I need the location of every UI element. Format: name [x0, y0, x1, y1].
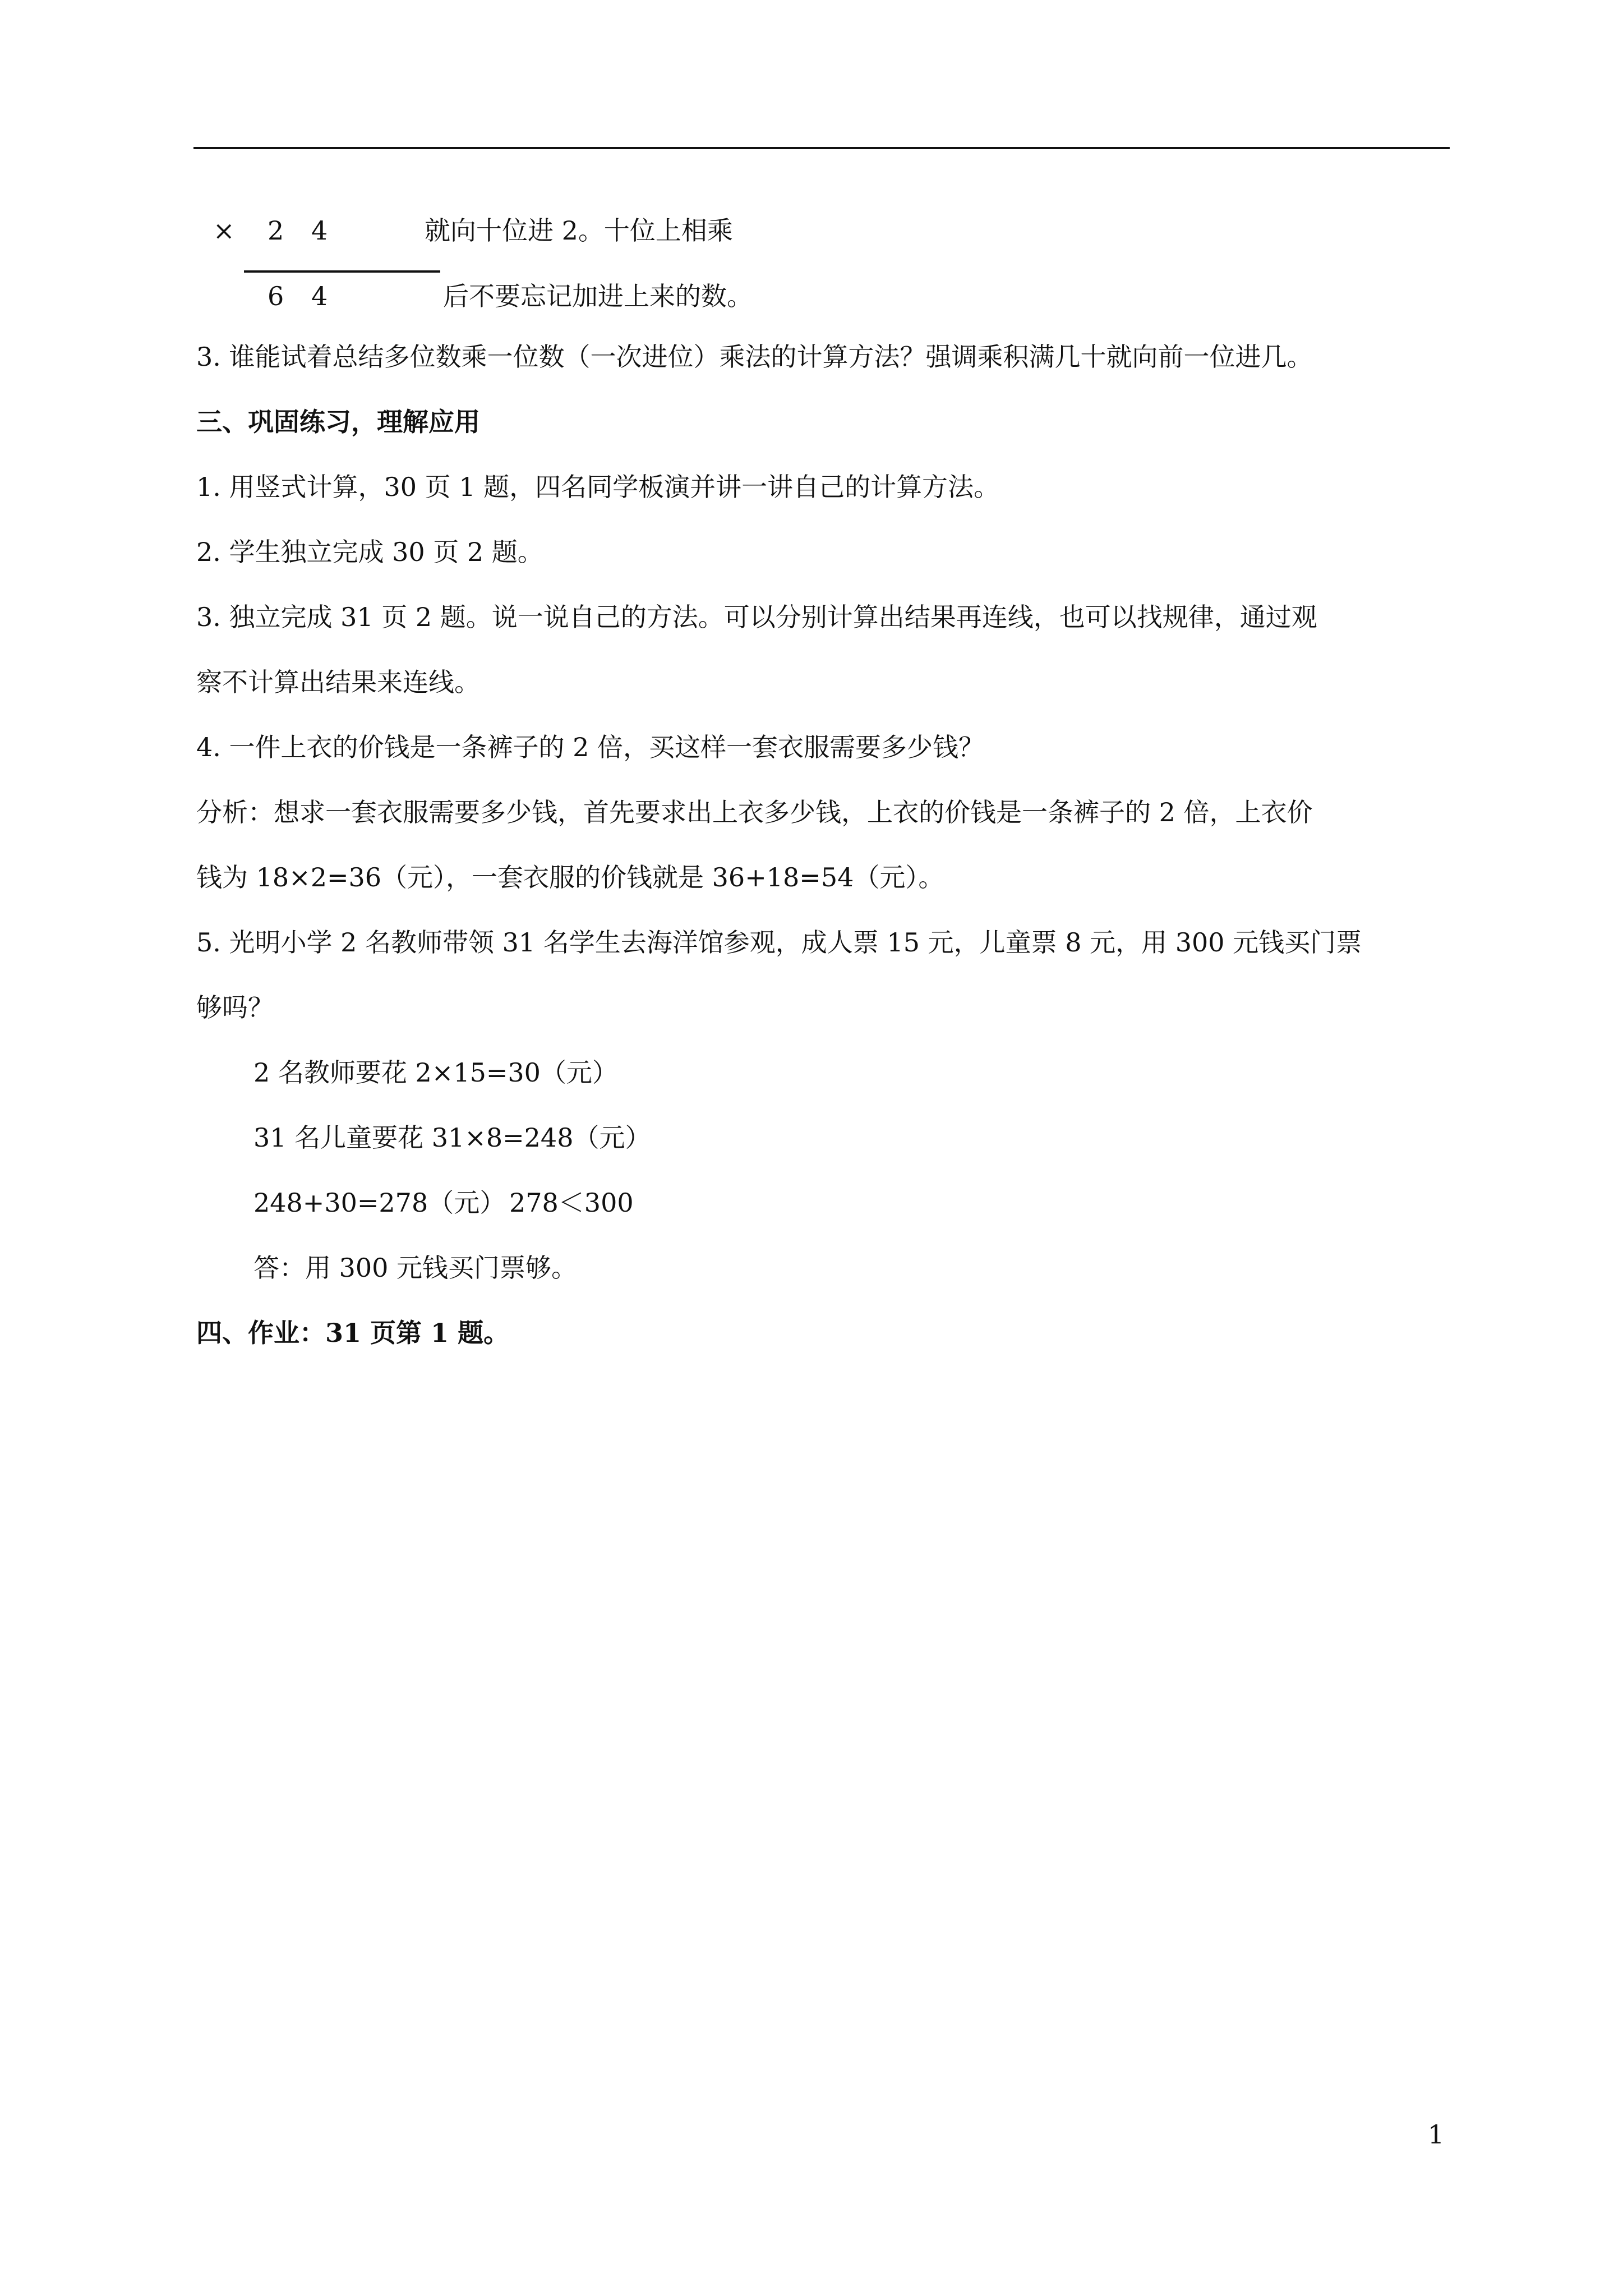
calc-underline: [244, 270, 440, 273]
calc-row1-digit1: 2: [268, 215, 284, 246]
paragraph-3: 3. 谁能试着总结多位数乘一位数（一次进位）乘法的计算方法？强调乘积满几十就向前一位进几。: [196, 342, 1313, 372]
exercise-3-line2: 察不计算出结果来连线。: [196, 667, 480, 697]
exercise-4: 4. 一件上衣的价钱是一条裤子的 2 倍，买这样一套衣服需要多少钱？: [196, 732, 985, 762]
analysis-line2: 钱为 18×2=36（元），一套衣服的价钱就是 36+18=54（元）。: [196, 862, 944, 892]
section-3-heading: 三、巩固练习，理解应用: [196, 407, 480, 437]
header-rule: [193, 147, 1450, 149]
exercise-2: 2. 学生独立完成 30 页 2 题。: [196, 537, 543, 567]
calc-row2-digit1: 6: [268, 281, 284, 311]
exercise-1: 1. 用竖式计算，30 页 1 题，四名同学板演并讲一讲自己的计算方法。: [196, 472, 1000, 502]
solution-line3-sum: 248+30=278（元）: [253, 1188, 506, 1218]
page-number: 1: [1428, 2119, 1445, 2150]
calc-note-2: 后不要忘记加进上来的数。: [443, 281, 753, 311]
calc-row2-digit2: 4: [311, 281, 328, 311]
solution-line2: 31 名儿童要花 31×8=248（元）: [253, 1122, 651, 1153]
solution-line1: 2 名教师要花 2×15=30（元）: [253, 1057, 618, 1088]
calc-row1-digit2: 4: [311, 215, 328, 246]
section-4-heading: 四、作业：31 页第 1 题。: [196, 1318, 510, 1348]
exercise-3-line1: 3. 独立完成 31 页 2 题。说一说自己的方法。可以分别计算出结果再连线，也可以找规律，通过观: [196, 602, 1317, 632]
calc-note-1: 就向十位进 2。十位上相乘: [425, 215, 733, 246]
answer-line: 答：用 300 元钱买门票够。: [253, 1253, 578, 1283]
multiply-sign: ×: [213, 215, 235, 246]
exercise-5-line1: 5. 光明小学 2 名教师带领 31 名学生去海洋馆参观，成人票 15 元，儿童票 8 元，用 300 元钱买门票: [196, 927, 1362, 958]
solution-line3-compare: 278＜300: [509, 1188, 634, 1218]
analysis-line1: 分析：想求一套衣服需要多少钱，首先要求出上衣多少钱，上衣的价钱是一条裤子的 2 倍，上衣价: [196, 797, 1313, 827]
exercise-5-line2: 够吗？: [196, 992, 274, 1023]
